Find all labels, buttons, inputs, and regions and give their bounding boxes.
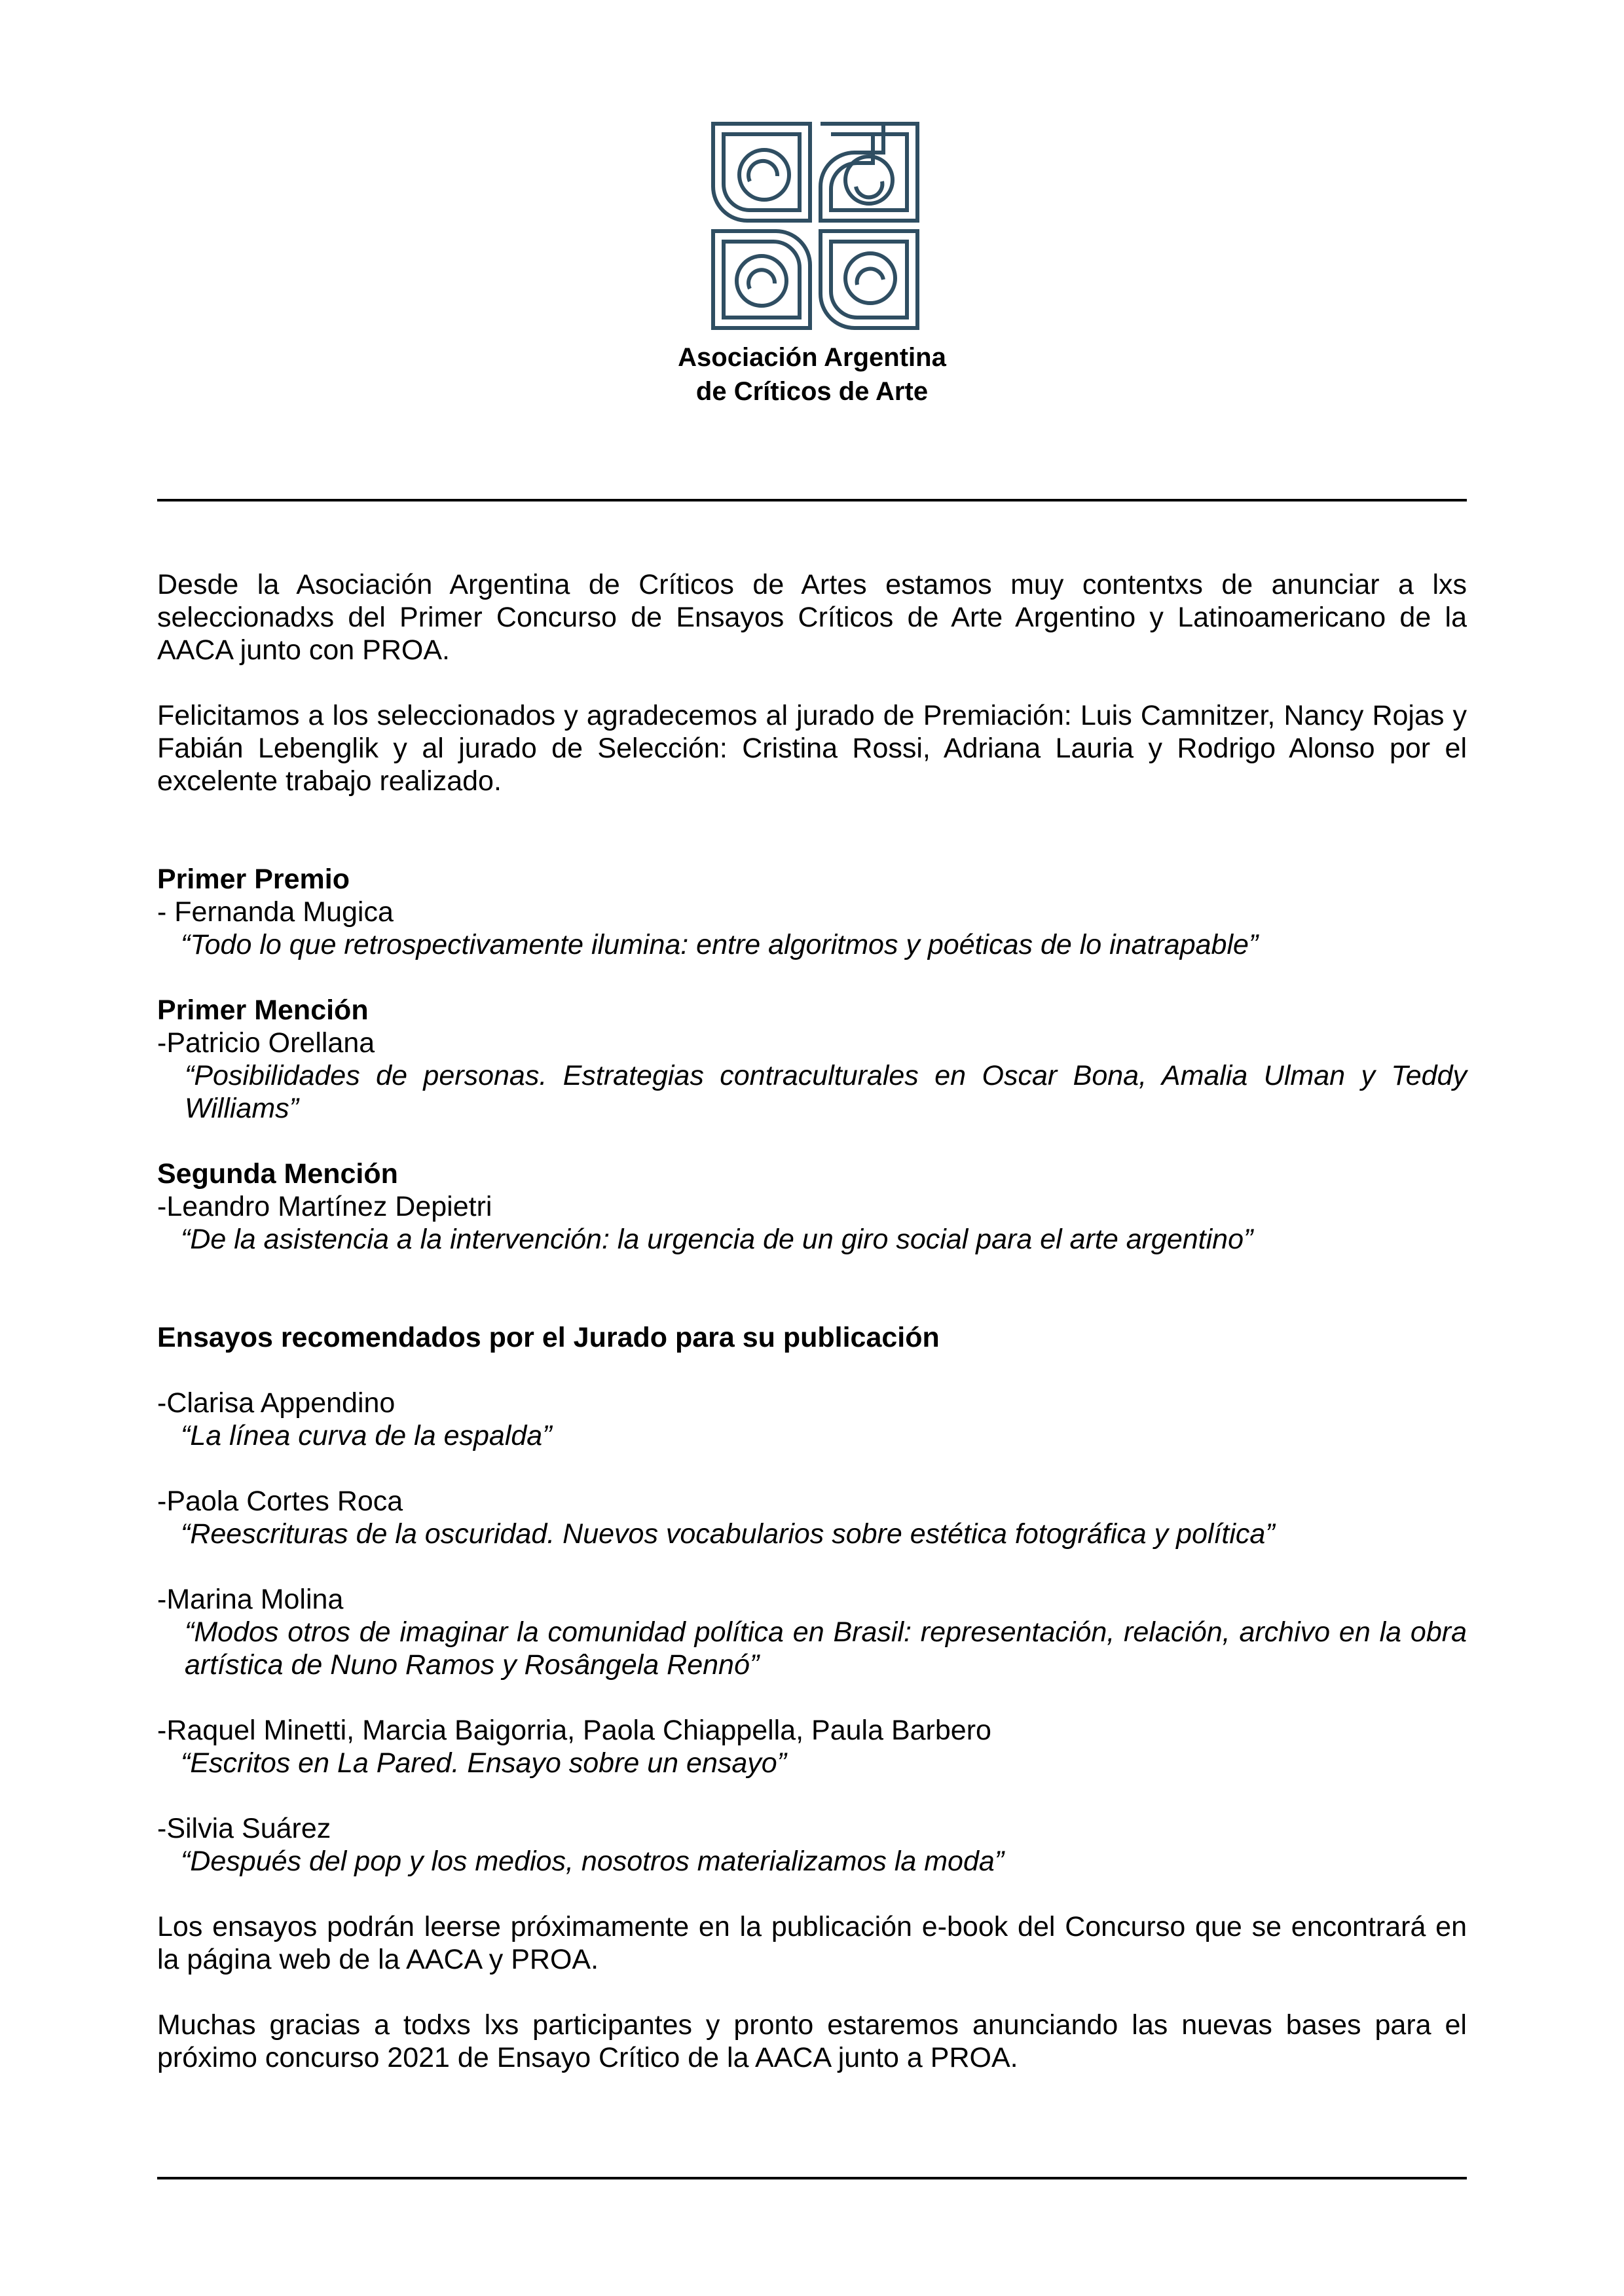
recommended-author: -Raquel Minetti, Marcia Baigorria, Paola Chiappella, Paula Barbero (157, 1715, 991, 1746)
closing-paragraph-1: Los ensayos podrán leerse próximamente en la publicación e-book del Concurso que se encontrará en la página web de la AACA y PROA. (157, 1911, 1467, 1975)
aaca-logo-icon (710, 121, 920, 331)
org-name-line-1: Asociación Argentina (678, 343, 946, 372)
org-name-line-2: de Críticos de Arte (695, 377, 929, 406)
recommended-author: -Marina Molina (157, 1584, 344, 1615)
recommended-essay-title: “Reescrituras de la oscuridad. Nuevos vocabularios sobre estética fotográfica y política” (181, 1518, 1275, 1550)
top-divider (157, 499, 1467, 501)
award-winner-name: -Patricio Orellana (157, 1027, 375, 1059)
intro-paragraph-2: Felicitamos a los seleccionados y agradecemos al jurado de Premiación: Luis Camnitzer, Nancy Rojas y Fabián Lebenglik y al jurado de Selección: Cristina Rossi, Adriana Lauria y Rodrigo Alonso por el excelente trabajo realizado. (157, 700, 1467, 797)
recommended-author: -Paola Cortes Roca (157, 1485, 403, 1517)
intro-paragraph-1: Desde la Asociación Argentina de Críticos de Artes estamos muy contentxs de anunciar a lxs seleccionadxs del Primer Concurso de Ensayos Críticos de Arte Argentino y Latinoamericano de la AACA junto con PROA. (157, 569, 1467, 666)
award-heading: Segunda Mención (157, 1158, 398, 1190)
recommended-essay-title: “Después del pop y los medios, nosotros materializamos la moda” (181, 1846, 1005, 1877)
award-essay-title: “Todo lo que retrospectivamente ilumina: entre algoritmos y poéticas de lo inatrapable” (181, 929, 1259, 960)
recommended-essay-title: “La línea curva de la espalda” (181, 1420, 552, 1451)
award-essay-title: “De la asistencia a la intervención: la urgencia de un giro social para el arte argentino” (181, 1224, 1253, 1255)
recommended-author: -Silvia Suárez (157, 1813, 331, 1844)
recommended-heading: Ensayos recomendados por el Jurado para su publicación (157, 1322, 940, 1353)
bottom-divider (157, 2177, 1467, 2179)
award-winner-name: - Fernanda Mugica (157, 896, 394, 928)
award-essay-title: “Posibilidades de personas. Estrategias contraculturales en Oscar Bona, Amalia Ulman y Teddy Williams” (185, 1060, 1467, 1124)
recommended-essay-title: “Escritos en La Pared. Ensayo sobre un ensayo” (181, 1747, 787, 1779)
organization-name (485, 340, 1139, 409)
recommended-essay-title: “Modos otros de imaginar la comunidad política en Brasil: representación, relación, archivo en la obra artística de Nuno Ramos y Rosângela Rennó” (185, 1616, 1467, 1681)
closing-paragraph-2: Muchas gracias a todxs lxs participantes y pronto estaremos anunciando las nuevas bases para el próximo concurso 2021 de Ensayo Crítico de la AACA junto a PROA. (157, 2009, 1467, 2073)
recommended-author: -Clarisa Appendino (157, 1387, 396, 1419)
document-body (157, 568, 1467, 2074)
award-heading: Primer Premio (157, 864, 350, 895)
award-heading: Primer Mención (157, 994, 369, 1026)
award-winner-name: -Leandro Martínez Depietri (157, 1191, 492, 1222)
